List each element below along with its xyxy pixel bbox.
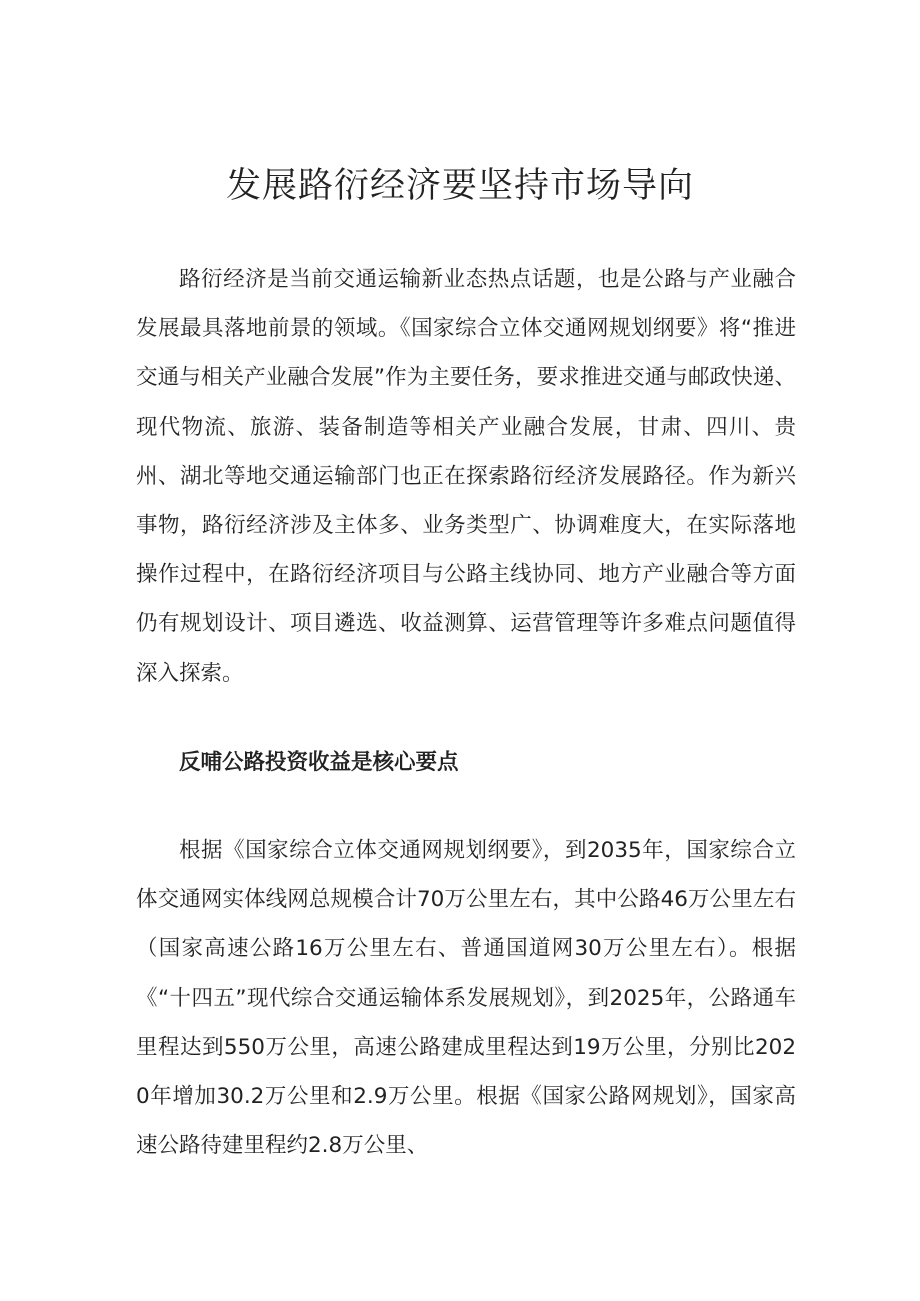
body-paragraph: 根据《国家综合立体交通网规划纲要》，到2035年，国家综合立体交通网实体线网总规模合计70万公里左右，其中公路46万公里左右（国家高速公路16万公里左右、普通国道网30万公里左右）。根据《“十四五”现代综合交通运输体系发展规划》，到2025年，公路通车里程达到550万公里，高速公路建成里程达到19万公里，分别比2020年增加30.2万公里和2.9万公里。根据《国家公路网规划》，国家高速公路待建里程约2.8万公里、: [136, 838, 796, 1159]
intro-paragraph: 路衍经济是当前交通运输新业态热点话题，也是公路与产业融合发展最具落地前景的领域。《国家综合立体交通网规划纲要》将“推进交通与相关产业融合发展”作为主要任务，要求推进交通与邮政快递、现代物流、旅游、装备制造等相关产业融合发展，甘肃、四川、贵州、湖北等地交通运输部门也正在探索路衍经济发展路径。作为新兴事物，路衍经济涉及主体多、业务类型广、协调难度大，在实际落地操作过程中，在路衍经济项目与公路主线协同、地方产业融合等方面仍有规划设计、项目遴选、收益测算、运营管理等许多难点问题值得深入探索。: [136, 267, 796, 686]
section-heading: 反哺公路投资收益是核心要点: [179, 750, 459, 775]
document-title: 发展路衍经济要坚持市场导向: [225, 166, 694, 206]
